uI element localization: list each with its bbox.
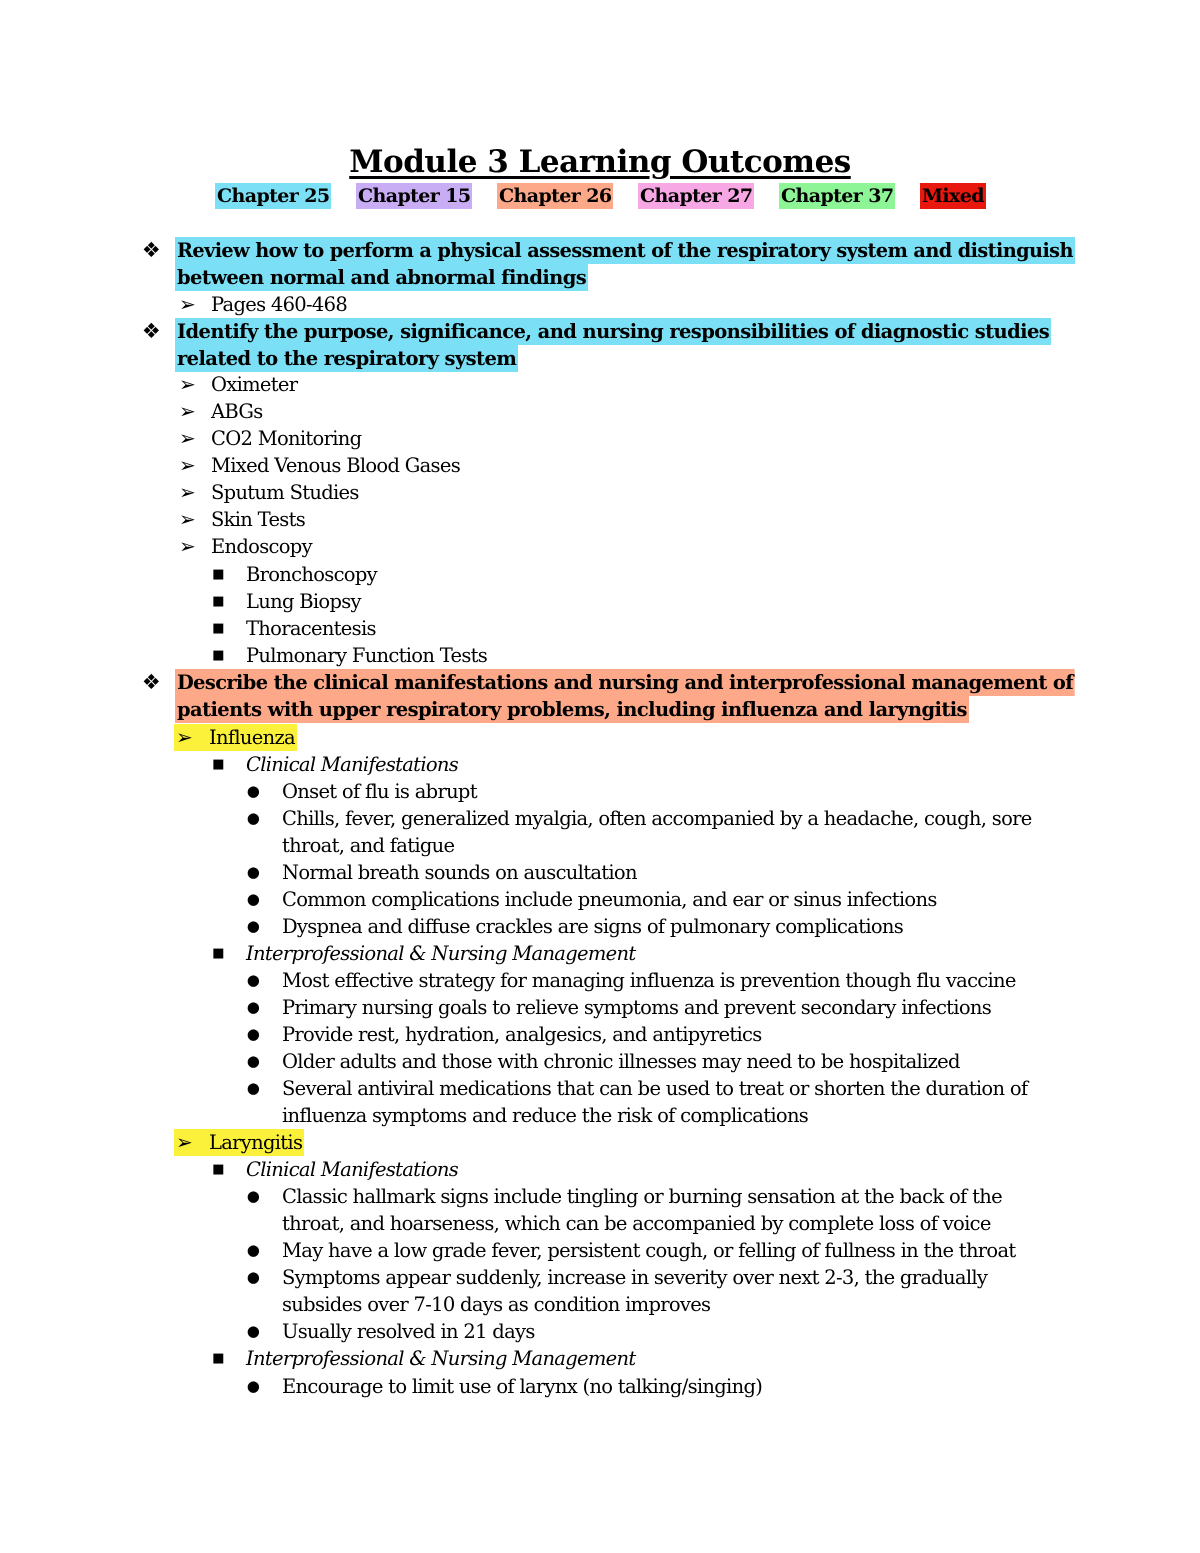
- square-bullet-icon: ■: [212, 757, 224, 772]
- page-title: Module 3 Learning Outcomes: [349, 144, 851, 180]
- square-bullet-icon: ■: [212, 567, 224, 582]
- legend-chapter-26: Chapter 26: [499, 185, 612, 207]
- diamond-bullet-icon: ❖: [141, 238, 161, 262]
- dot-bullet-icon: ●: [246, 1322, 260, 1340]
- legend-chapter-27: Chapter 27: [640, 185, 753, 207]
- arrow-bullet-icon: ➢: [178, 480, 196, 504]
- legend-chapter-25: Chapter 25: [217, 185, 330, 207]
- square-bullet-icon: ■: [212, 1351, 224, 1366]
- square-bullet-icon: ■: [212, 594, 224, 609]
- legend-mixed: Mixed: [922, 185, 984, 207]
- arrow-bullet-icon: ➢: [178, 453, 196, 477]
- dot-bullet-icon: ●: [246, 1377, 260, 1395]
- dot-bullet-icon: ●: [246, 1241, 260, 1259]
- dot-bullet-icon: ●: [246, 1052, 260, 1070]
- dot-bullet-icon: ●: [246, 998, 260, 1016]
- dot-bullet-icon: ●: [246, 971, 260, 989]
- dot-bullet-icon: ●: [246, 1268, 260, 1286]
- diamond-bullet-icon: ❖: [141, 319, 161, 343]
- dot-bullet-icon: ●: [246, 1187, 260, 1205]
- dot-bullet-icon: ●: [246, 782, 260, 800]
- dot-bullet-icon: ●: [246, 809, 260, 827]
- legend-chapter-15: Chapter 15: [358, 185, 471, 207]
- dot-bullet-icon: ●: [246, 917, 260, 935]
- arrow-bullet-icon: ➢: [174, 1129, 210, 1156]
- square-bullet-icon: ■: [212, 1162, 224, 1177]
- dot-bullet-icon: ●: [246, 890, 260, 908]
- arrow-bullet-icon: ➢: [178, 534, 196, 558]
- square-bullet-icon: ■: [212, 621, 224, 636]
- arrow-bullet-icon: ➢: [178, 507, 196, 531]
- arrow-bullet-icon: ➢: [178, 426, 196, 450]
- arrow-bullet-icon: ➢: [174, 724, 210, 751]
- document-page: Module 3 Learning Outcomes Chapter 25 Chapter 15 Chapter 26 Chapter 27 Chapter 37 Mixed ❖ Review how to perform a physical assessment of the respiratory system and distinguish between normal and abnormal findings ➢ Pages 460-468 ❖ Identify the purpose, significance, and nursing responsibilities of diagnostic studies related to the respiratory system ➢ Oximeter ➢ ABGs ➢ CO2 Monitoring ➢ Mixed Venous Blood Gases ➢ Sputum Studies ➢ Skin Tests ➢ Endoscopy ■ Bronchoscopy ■ Lung Biopsy ■ Thoracentesis ■ Pulmonary Function Tests ❖ Describe the clinical manifestations and nursing and interprofessional management of patients with upper respiratory problems, including influenza and laryngitis ➢ Influenza ■ Clinical Manifestations ● Onset of flu is abrupt ● Chills, fever, generalized myalgia, often accompanied by a headache, cough, sore throat, and fatigue ● Normal breath sounds on auscultation ● Common complications include pneumonia, and ear or sinus infections ● Dyspnea and diffuse crackles are signs of pulmonary complications ■ Interprofessional & Nursing Management ● Most effective strategy for managing influenza is prevention though flu vaccine ● Primary nursing goals to relieve symptoms and prevent secondary infections ● Provide rest, hydration, analgesics, and antipyretics ● Older adults and those with chronic illnesses may need to be hospitalized ● Several antiviral medications that can be used to treat or shorten the duration of influenza symptoms and reduce the risk of complications ➢ Laryngitis ■ Clinical Manifestations ● Classic hallmark signs include tingling or burning sensation at the back of the throat, and hoarseness, which can be accompanied by complete loss of voice ● May have a low grade fever, persistent cough, or felling of fullness in the throat ● Symptoms appear suddenly, increase in severity over next 2-3, the gradually subsides over 7-10 days as condition improves ● Usually resolved in 21 days ■ Interprofessional & Nursing Management ● Encourage to limit use of larynx (no talking/singing): [0, 0, 1200, 1553]
- arrow-bullet-icon: ➢: [178, 372, 196, 396]
- arrow-bullet-icon: ➢: [178, 399, 196, 423]
- square-bullet-icon: ■: [212, 946, 224, 961]
- dot-bullet-icon: ●: [246, 1025, 260, 1043]
- dot-bullet-icon: ●: [246, 1079, 260, 1097]
- square-bullet-icon: ■: [212, 648, 224, 663]
- legend-chapter-37: Chapter 37: [781, 185, 894, 207]
- diamond-bullet-icon: ❖: [141, 670, 161, 694]
- dot-bullet-icon: ●: [246, 863, 260, 881]
- arrow-bullet-icon: ➢: [178, 292, 196, 316]
